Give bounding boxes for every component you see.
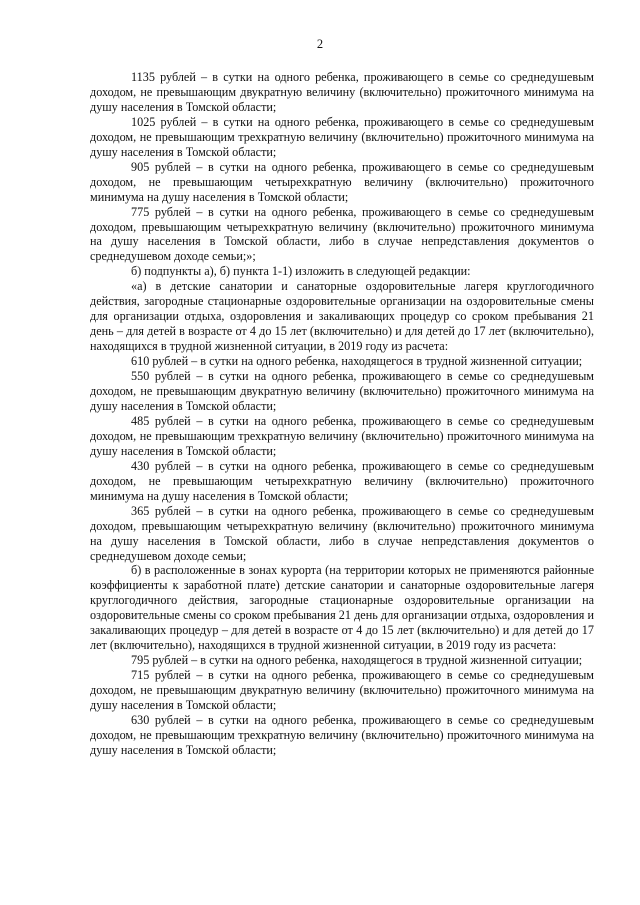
paragraph: 905 рублей – в сутки на одного ребенка, проживающего в семье со среднедушевым доходом, не превышающим четырехкратную величину (включительно) прожиточного минимума на душу населения в Томской области; bbox=[90, 159, 594, 204]
paragraph: 715 рублей – в сутки на одного ребенка, проживающего в семье со среднедушевым доходом, не превышающим двукратную величину (включительно) прожиточного минимума на душу населения в Томской области; bbox=[90, 668, 594, 713]
paragraph: 795 рублей – в сутки на одного ребенка, находящегося в трудной жизненной ситуации; bbox=[131, 653, 583, 668]
paragraph: 365 рублей – в сутки на одного ребенка, проживающего в семье со среднедушевым доходом, превышающим четырехкратную величину (включительно) прожиточного минимума на душу населения в Томской области, либо в случае непредставления документов о среднедушевом доходе семьи; bbox=[90, 503, 594, 563]
paragraph: 485 рублей – в сутки на одного ребенка, проживающего в семье со среднедушевым доходом, не превышающим трехкратную величину (включительно) прожиточного минимума на душу населения в Томской области; bbox=[90, 413, 594, 458]
paragraph: 610 рублей – в сутки на одного ребенка, находящегося в трудной жизненной ситуации; bbox=[131, 354, 583, 369]
paragraph: 430 рублей – в сутки на одного ребенка, проживающего в семье со среднедушевым доходом, не превышающим четырехкратную величину (включительно) прожиточного минимума на душу населения в Томской области; bbox=[90, 458, 594, 503]
paragraph: «а) в детские санатории и санаторные оздоровительные лагеря круглогодичного действия, загородные стационарные оздоровительные организации на оздоровительные смены для организации отдыха, оздоровления и закаливающих процедур со сроком пребывания 21 день – для детей в возрасте от 4 до 15 лет (включительно) и для детей до 17 лет (включительно), находящихся в трудной жизненной ситуации, в 2019 году из расчета: bbox=[90, 279, 594, 354]
document-body bbox=[90, 70, 594, 758]
page-number: 2 bbox=[316, 37, 324, 51]
paragraph: б) в расположенные в зонах курорта (на территории которых не применяются районные коэффициенты к заработной плате) детские санатории и санаторные оздоровительные лагеря круглогодичного действия, загородные стационарные оздоровительные организации на оздоровительные смены со сроком пребывания 21 день для организации отдыха, оздоровления и закаливающих процедур – для детей в возрасте от 4 до 15 лет (включительно) и для детей до 17 лет (включительно), находящихся в трудной жизненной ситуации, в 2019 году из расчета: bbox=[90, 563, 594, 653]
paragraph: 630 рублей – в сутки на одного ребенка, проживающего в семье со среднедушевым доходом, не превышающим трехкратную величину (включительно) прожиточного минимума на душу населения в Томской области; bbox=[90, 712, 594, 757]
paragraph: б) подпункты а), б) пункта 1-1) изложить в следующей редакции: bbox=[131, 264, 471, 279]
paragraph: 1025 рублей – в сутки на одного ребенка, проживающего в семье со среднедушевым доходом, не превышающим трехкратную величину (включительно) прожиточного минимума на душу населения в Томской области; bbox=[90, 114, 594, 159]
paragraph: 550 рублей – в сутки на одного ребенка, проживающего в семье со среднедушевым доходом, не превышающим двукратную величину (включительно) прожиточного минимума на душу населения в Томской области; bbox=[90, 369, 594, 413]
paragraph: 1135 рублей – в сутки на одного ребенка, проживающего в семье со среднедушевым доходом, не превышающим двукратную величину (включительно) прожиточного минимума на душу населения в Томской области; bbox=[90, 70, 594, 114]
paragraph: 775 рублей – в сутки на одного ребенка, проживающего в семье со среднедушевым доходом, превышающим четырехкратную величину (включительно) прожиточного минимума на душу населения в Томской области, либо в случае непредставления документов о среднедушевом доходе семьи;»; bbox=[90, 204, 594, 264]
